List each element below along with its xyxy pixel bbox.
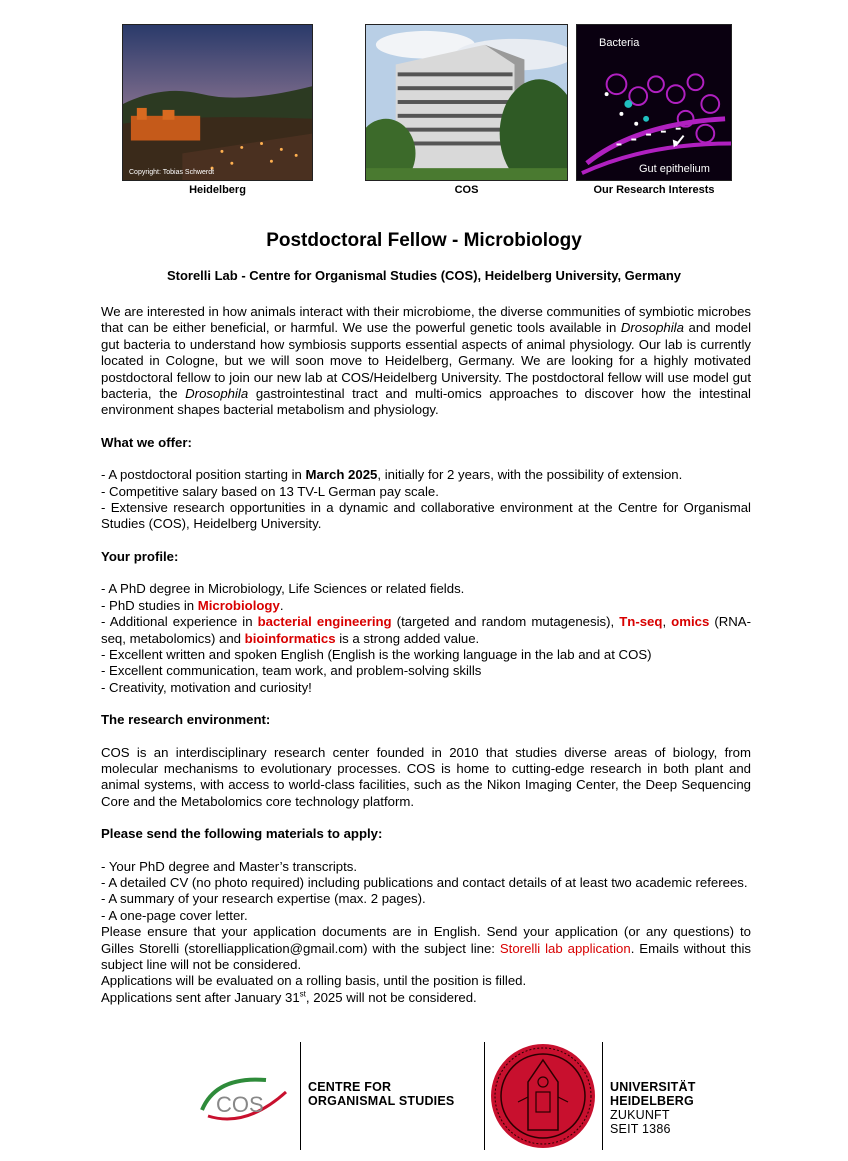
profile-item: - Additional experience in bacterial engineering (targeted and random mutagenesis), Tn-seq, omics (RNA-seq, metabolomics) and bioinformatics is a strong added value.	[101, 614, 751, 646]
cos-name: CENTRE FOR ORGANISMAL STUDIES	[308, 1080, 455, 1108]
profile-item: - PhD studies in Microbiology.	[101, 597, 284, 613]
cos-logo	[196, 1070, 292, 1130]
divider	[484, 1042, 485, 1150]
page-title: Postdoctoral Fellow - Microbiology	[266, 230, 582, 251]
apply-deadline: Applications sent after January 31st, 2025 will not be considered.	[101, 989, 477, 1005]
document-body	[101, 304, 751, 1006]
apply-item: - A detailed CV (no photo required) including publications and contact details of at least two academic referees.	[101, 874, 748, 890]
offer-item: - Extensive research opportunities in a dynamic and collaborative environment at the Centre for Organismal Studies (COS), Heidelberg University.	[101, 500, 751, 532]
offer-item: - A postdoctoral position starting in March 2025, initially for 2 years, with the possibility of extension.	[101, 467, 683, 483]
profile-item: - Excellent communication, team work, and problem-solving skills	[101, 663, 482, 679]
environment-heading: The research environment:	[101, 712, 271, 728]
offer-heading: What we offer:	[101, 434, 192, 450]
divider	[602, 1042, 603, 1150]
profile-heading: Your profile:	[101, 548, 179, 564]
cos-logo-text: COS	[216, 1092, 264, 1117]
photo-copyright: Copyright: Tobias Schwerdt	[129, 169, 215, 176]
environment-paragraph: COS is an interdisciplinary research center founded in 2010 that studies diverse areas of biology, from molecular mechanisms to evolutionary processes. COS is home to cutting-edge research in both plant and animal systems, with access to world-class facilities, such as the Nikon Imaging Center, the Deep Sequencing Core and the Metabolomics core technology platform.	[101, 744, 751, 809]
cos-building-photo	[365, 24, 568, 181]
apply-instructions: Please ensure that your application documents are in English. Send your application (or any questions) to Gilles Storelli (storelliapplication@gmail.com) with the subject line: Storelli lab application. Emails without this subject line will not be considered.	[101, 924, 751, 972]
university-name: UNIVERSITÄT HEIDELBERG ZUKUNFT SEIT 1386	[610, 1080, 696, 1136]
divider	[300, 1042, 301, 1150]
intro-paragraph: We are interested in how animals interact with their microbiome, the diverse communities of symbiotic microbes that can be either beneficial, or harmful. We use the powerful genetic tools available in Drosophila and model gut bacteria to understand how symbiosis supports essential aspects of animal physiology. Our lab is currently located in Cologne, but we will soon move to Heidelberg, Germany. We are looking for a highly motivated postdoctoral fellow to join our new lab at COS/Heidelberg University. The postdoctoral fellow will use model gut bacteria, the Drosophila gastrointestinal tract and multi-omics approaches to discover how the intestinal environment shapes bacterial metabolism and physiology.	[101, 304, 751, 418]
apply-rolling-note: Applications will be evaluated on a rolling basis, until the position is filled.	[101, 973, 527, 989]
heidelberg-photo	[122, 24, 313, 181]
apply-heading: Please send the following materials to apply:	[101, 826, 383, 842]
apply-item: - A summary of your research expertise (max. 2 pages).	[101, 891, 426, 907]
microscopy-photo	[576, 24, 732, 181]
page-subtitle: Storelli Lab - Centre for Organismal Studies (COS), Heidelberg University, Germany	[166, 268, 682, 283]
photo-strip	[122, 24, 732, 199]
cos-caption: COS	[454, 184, 479, 196]
apply-item: - A one-page cover letter.	[101, 907, 248, 923]
apply-item: - Your PhD degree and Master’s transcripts.	[101, 858, 358, 874]
heidelberg-caption: Heidelberg	[189, 184, 246, 196]
footer-logos	[190, 1042, 710, 1150]
profile-item: - Excellent written and spoken English (English is the working language in the lab and at COS)	[101, 646, 652, 662]
gut-epithelium-label: Gut epithelium	[639, 163, 710, 175]
heidelberg-university-seal	[488, 1042, 598, 1150]
offer-item: - Competitive salary based on 13 TV-L German pay scale.	[101, 483, 439, 499]
profile-item: - Creativity, motivation and curiosity!	[101, 679, 312, 695]
profile-item: - A PhD degree in Microbiology, Life Sciences or related fields.	[101, 581, 465, 597]
bacteria-label: Bacteria	[599, 37, 640, 49]
research-caption: Our Research Interests	[593, 184, 715, 196]
